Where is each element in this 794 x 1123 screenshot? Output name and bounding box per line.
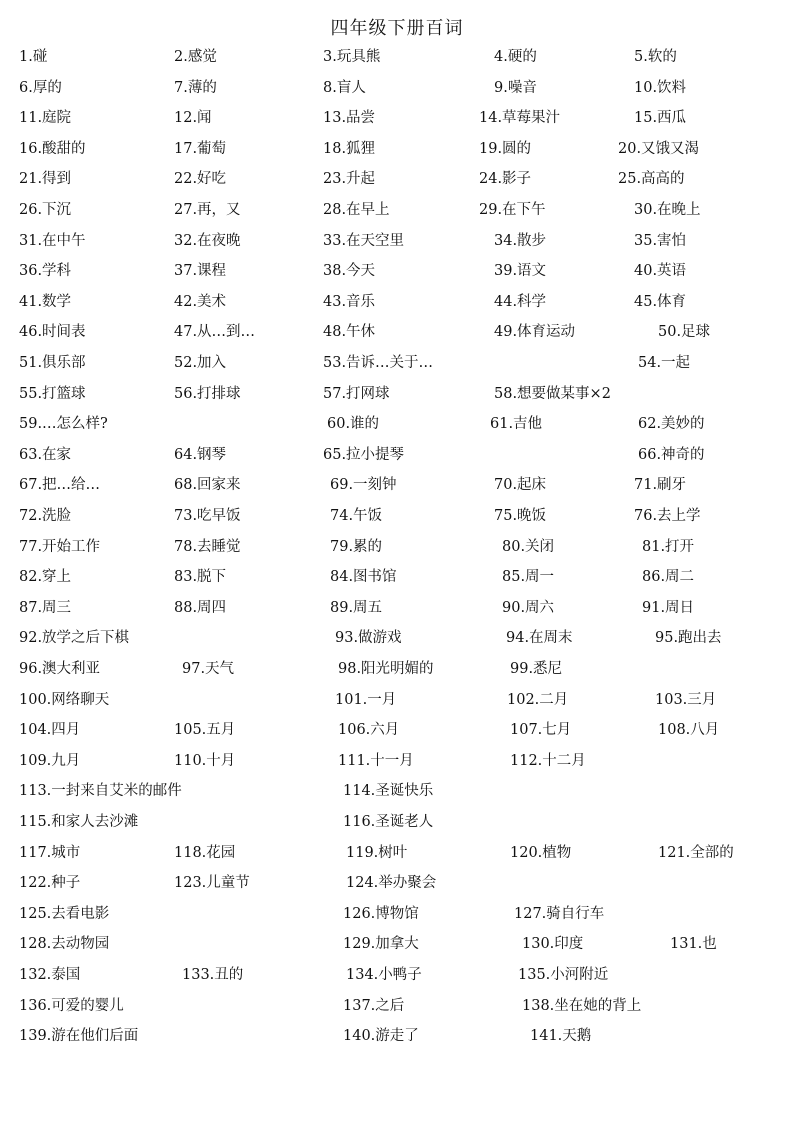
- vocab-item: 44.科学: [494, 293, 547, 310]
- vocab-item: 16.酸甜的: [19, 140, 86, 157]
- vocab-item: 65.拉小提琴: [323, 446, 405, 463]
- vocab-item: 117.城市: [19, 844, 81, 861]
- vocab-item: 95.跑出去: [655, 630, 722, 647]
- word-row: [0, 751, 794, 775]
- vocab-item: 21.得到: [19, 171, 72, 188]
- vocab-item: 72.洗脸: [19, 508, 72, 524]
- vocab-item: 97.天气: [182, 661, 235, 677]
- vocab-item: 139.游在他们后面: [19, 1028, 139, 1045]
- vocab-item: 5.软的: [634, 49, 677, 65]
- word-row: [0, 414, 794, 438]
- vocab-item: 111.十一月: [338, 752, 414, 769]
- vocab-item: 22.好吃: [174, 171, 227, 188]
- vocab-item: 23.升起: [323, 171, 376, 188]
- word-row: [0, 47, 794, 71]
- word-row: [0, 934, 794, 958]
- vocab-item: 129.加拿大: [343, 936, 419, 953]
- vocab-item: 13.品尝: [323, 110, 376, 127]
- vocab-item: 56.打排球: [174, 385, 241, 402]
- vocab-item: 67.把…给…: [19, 477, 101, 494]
- vocab-item: 92.放学之后下棋: [19, 630, 130, 647]
- word-row: [0, 169, 794, 193]
- vocab-item: 38.今天: [323, 263, 376, 280]
- word-row: [0, 292, 794, 316]
- vocab-item: 14.草莓果汁: [479, 110, 561, 127]
- word-row: [0, 904, 794, 928]
- vocab-item: 58.想要做某事×2: [494, 385, 611, 402]
- vocab-item: 59.…怎么样?: [19, 416, 108, 433]
- vocab-item: 131.也: [670, 936, 717, 953]
- vocab-item: 109.九月: [19, 752, 81, 769]
- vocab-item: 73.吃早饭: [174, 508, 241, 524]
- vocab-item: 90.周六: [502, 599, 555, 616]
- vocab-item: 113.一封来自艾米的邮件: [19, 783, 182, 800]
- vocab-item: 20.又饿又渴: [618, 140, 700, 157]
- vocab-item: 26.下沉: [19, 202, 72, 218]
- vocab-item: 34.散步: [494, 232, 547, 249]
- vocab-item: 118.花园: [174, 844, 236, 861]
- vocab-item: 69.一刻钟: [330, 477, 397, 494]
- vocab-item: 37.课程: [174, 263, 227, 280]
- vocab-item: 15.西瓜: [634, 110, 687, 127]
- vocab-item: 77.开始工作: [19, 538, 101, 555]
- word-row: [0, 353, 794, 377]
- vocab-item: 71.刷牙: [634, 477, 687, 494]
- vocab-item: 135.小河附近: [518, 967, 609, 983]
- vocab-item: 8.盲人: [323, 79, 366, 96]
- vocab-item: 81.打开: [642, 538, 695, 555]
- word-row: [0, 78, 794, 102]
- vocab-item: 11.庭院: [19, 110, 72, 127]
- vocab-item: 126.博物馆: [343, 905, 419, 922]
- vocab-item: 98.阳光明媚的: [338, 661, 434, 677]
- word-row: [0, 537, 794, 561]
- word-row: [0, 781, 794, 805]
- vocab-item: 53.告诉…关于…: [323, 355, 434, 371]
- vocab-item: 80.关闭: [502, 538, 555, 555]
- vocab-item: 94.在周末: [506, 630, 573, 647]
- vocab-item: 27.再，又: [174, 202, 241, 218]
- vocab-item: 136.可爱的婴儿: [19, 997, 124, 1014]
- word-row: [0, 628, 794, 652]
- vocab-item: 70.起床: [494, 477, 547, 494]
- vocab-item: 116.圣诞老人: [343, 814, 434, 830]
- vocab-item: 85.周一: [502, 569, 555, 586]
- vocab-item: 43.音乐: [323, 293, 376, 310]
- vocab-item: 128.去动物园: [19, 936, 110, 953]
- vocab-item: 10.饮料: [634, 79, 687, 96]
- vocab-item: 138.坐在她的背上: [522, 997, 642, 1014]
- vocab-item: 120.植物: [510, 844, 572, 861]
- word-row: [0, 445, 794, 469]
- vocab-item: 93.做游戏: [335, 630, 402, 647]
- vocab-item: 99.悉尼: [510, 661, 563, 677]
- vocab-item: 4.硬的: [494, 49, 537, 65]
- word-row: [0, 873, 794, 897]
- word-row: [0, 384, 794, 408]
- vocab-item: 48.午休: [323, 324, 376, 341]
- vocab-item: 110.十月: [174, 752, 236, 769]
- vocab-item: 91.周日: [642, 599, 695, 616]
- vocab-item: 100.网络聊天: [19, 691, 110, 708]
- vocab-item: 127.骑自行车: [514, 905, 605, 922]
- vocab-item: 104.四月: [19, 722, 81, 739]
- vocab-item: 75.晚饭: [494, 508, 547, 524]
- word-row: [0, 139, 794, 163]
- vocab-item: 78.去睡觉: [174, 538, 241, 555]
- vocab-item: 114.圣诞快乐: [343, 783, 434, 800]
- vocab-item: 122.种子: [19, 875, 81, 892]
- word-row: [0, 567, 794, 591]
- vocab-item: 132.泰国: [19, 967, 81, 983]
- vocab-item: 62.美妙的: [638, 416, 705, 433]
- word-row: [0, 1026, 794, 1050]
- vocab-item: 24.影子: [479, 171, 532, 188]
- word-row: [0, 261, 794, 285]
- word-row: [0, 200, 794, 224]
- vocab-item: 125.去看电影: [19, 905, 110, 922]
- vocab-item: 130.印度: [522, 936, 584, 953]
- word-row: [0, 231, 794, 255]
- vocab-item: 141.天鹅: [530, 1028, 592, 1045]
- vocab-item: 83.脱下: [174, 569, 227, 586]
- word-row: [0, 720, 794, 744]
- vocab-item: 87.周三: [19, 599, 72, 616]
- vocab-item: 9.噪音: [494, 79, 537, 96]
- vocab-item: 7.薄的: [174, 79, 217, 96]
- vocab-item: 101.一月: [335, 691, 397, 708]
- vocab-item: 3.玩具熊: [323, 49, 381, 65]
- vocab-item: 68.回家来: [174, 477, 241, 494]
- vocab-item: 105.五月: [174, 722, 236, 739]
- vocab-item: 140.游走了: [343, 1028, 419, 1045]
- vocab-item: 137.之后: [343, 997, 405, 1014]
- vocab-item: 124.举办聚会: [346, 875, 437, 892]
- vocab-item: 112.十二月: [510, 752, 586, 769]
- vocab-item: 61.吉他: [490, 416, 543, 433]
- vocab-item: 30.在晚上: [634, 202, 701, 218]
- vocab-item: 74.午饭: [330, 508, 383, 524]
- vocab-item: 50.足球: [658, 324, 711, 341]
- word-row: [0, 812, 794, 836]
- vocab-item: 54.一起: [638, 355, 691, 371]
- vocab-item: 133.丑的: [182, 967, 244, 983]
- vocab-item: 19.圆的: [479, 140, 532, 157]
- vocab-item: 84.图书馆: [330, 569, 397, 586]
- vocab-item: 66.神奇的: [638, 446, 705, 463]
- vocab-item: 115.和家人去沙滩: [19, 814, 139, 830]
- vocab-item: 1.碰: [19, 49, 48, 65]
- vocab-item: 51.俱乐部: [19, 355, 86, 371]
- vocab-item: 41.数学: [19, 293, 72, 310]
- word-row: [0, 996, 794, 1020]
- word-row: [0, 965, 794, 989]
- page-title: 四年级下册百词: [330, 18, 464, 39]
- vocab-item: 89.周五: [330, 599, 383, 616]
- vocab-item: 76.去上学: [634, 508, 701, 524]
- vocab-item: 108.八月: [658, 722, 720, 739]
- vocab-item: 40.英语: [634, 263, 687, 280]
- vocab-item: 18.狐狸: [323, 140, 376, 157]
- vocab-item: 103.三月: [655, 691, 717, 708]
- vocab-item: 107.七月: [510, 722, 572, 739]
- word-row: [0, 322, 794, 346]
- vocab-item: 31.在中午: [19, 232, 86, 249]
- vocab-item: 45.体育: [634, 293, 687, 310]
- vocab-item: 57.打网球: [323, 385, 390, 402]
- vocab-item: 46.时间表: [19, 324, 86, 341]
- vocab-item: 2.感觉: [174, 49, 217, 65]
- vocab-item: 29.在下午: [479, 202, 546, 218]
- word-row: [0, 506, 794, 530]
- vocab-item: 134.小鸭子: [346, 967, 422, 983]
- vocab-item: 64.钢琴: [174, 446, 227, 463]
- vocab-item: 12.闻: [174, 110, 212, 127]
- vocab-item: 42.美术: [174, 293, 227, 310]
- vocab-item: 47.从…到…: [174, 324, 256, 341]
- vocab-item: 102.二月: [507, 691, 569, 708]
- vocab-item: 25.高高的: [618, 171, 685, 188]
- vocab-item: 63.在家: [19, 446, 72, 463]
- vocab-item: 6.厚的: [19, 79, 62, 96]
- word-row: [0, 475, 794, 499]
- vocab-item: 49.体育运动: [494, 324, 576, 341]
- vocab-item: 55.打篮球: [19, 385, 86, 402]
- vocab-item: 79.累的: [330, 538, 383, 555]
- vocab-item: 106.六月: [338, 722, 400, 739]
- vocab-item: 119.树叶: [346, 844, 408, 861]
- vocab-item: 33.在天空里: [323, 232, 405, 249]
- vocab-item: 123.儿童节: [174, 875, 250, 892]
- vocab-item: 36.学科: [19, 263, 72, 280]
- word-row: [0, 659, 794, 683]
- vocab-item: 86.周二: [642, 569, 695, 586]
- vocab-item: 39.语文: [494, 263, 547, 280]
- vocab-item: 28.在早上: [323, 202, 390, 218]
- word-row: [0, 843, 794, 867]
- vocab-item: 60.谁的: [327, 416, 380, 433]
- vocab-item: 88.周四: [174, 599, 227, 616]
- vocab-item: 96.澳大利亚: [19, 661, 101, 677]
- word-row: [0, 690, 794, 714]
- vocab-item: 121.全部的: [658, 844, 734, 861]
- word-row: [0, 108, 794, 132]
- vocab-item: 17.葡萄: [174, 140, 227, 157]
- vocab-item: 82.穿上: [19, 569, 72, 586]
- vocab-item: 35.害怕: [634, 232, 687, 249]
- word-row: [0, 598, 794, 622]
- vocab-item: 52.加入: [174, 355, 227, 371]
- vocab-item: 32.在夜晚: [174, 232, 241, 249]
